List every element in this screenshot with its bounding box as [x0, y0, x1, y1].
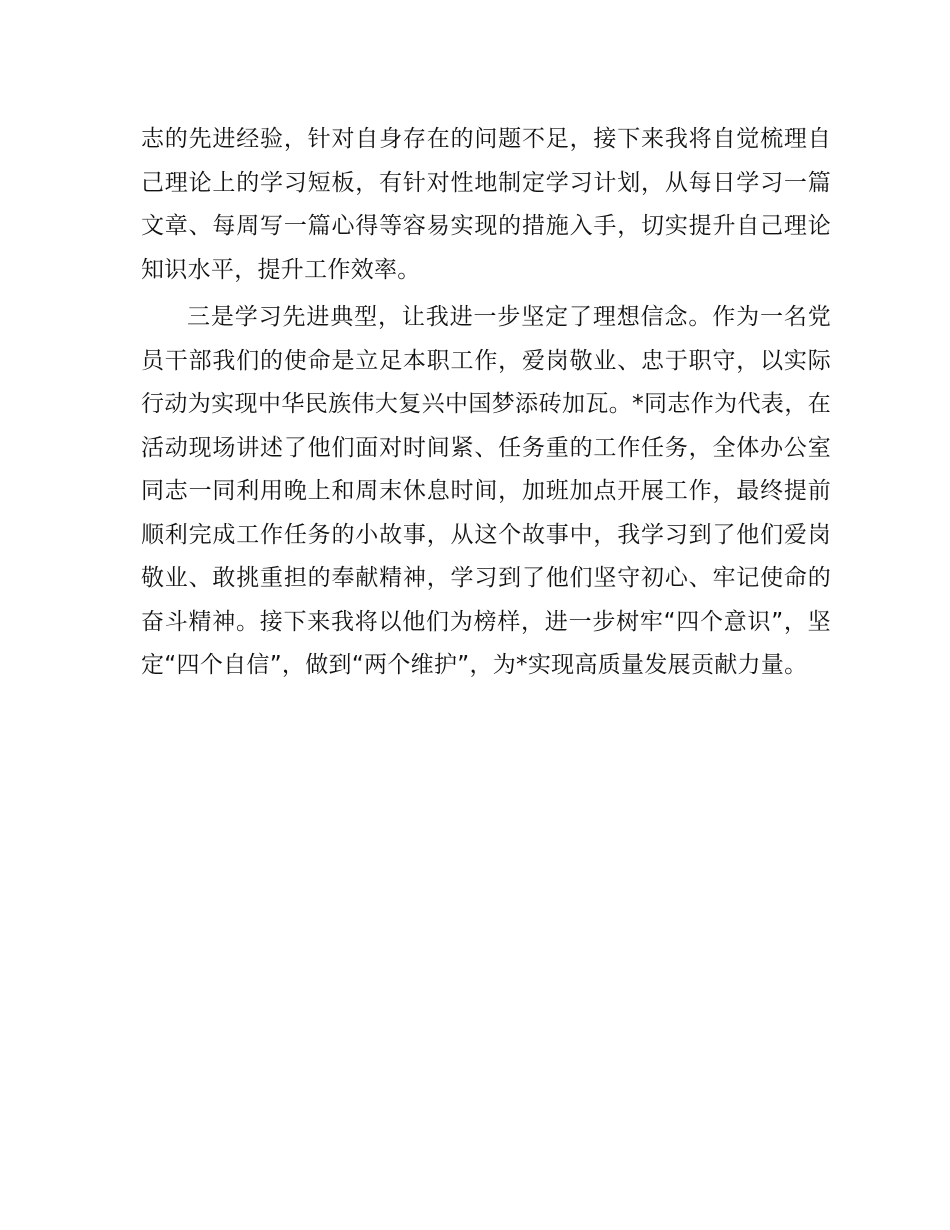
- paragraph-third-point: 三是学习先进典型，让我进一步坚定了理想信念。作为一名党员干部我们的使命是立足本职工作，爱岗敬业、忠于职守，以实际行动为实现中华民族伟大复兴中国梦添砖加瓦。*同志作为代表，在活动现场讲述了他们面对时间紧、任务重的工作任务，全体办公室同志一同利用晚上和周末休息时间，加班加点开展工作，最终提前顺利完成工作任务的小故事，从这个故事中，我学习到了他们爱岗敬业、敢挑重担的奉献精神，学习到了他们坚守初心、牢记使命的奋斗精神。接下来我将以他们为榜样，进一步树牢“四个意识”，坚定“四个自信”，做到“两个维护”，为*实现高质量发展贡献力量。: [141, 304, 831, 678]
- paragraph-continued: 志的先进经验，针对自身存在的问题不足，接下来我将自觉梳理自己理论上的学习短板，有针对性地制定学习计划，从每日学习一篇文章、每周写一篇心得等容易实现的措施入手，切实提升自己理论知识水平，提升工作效率。: [141, 126, 831, 283]
- document-body: [141, 118, 831, 688]
